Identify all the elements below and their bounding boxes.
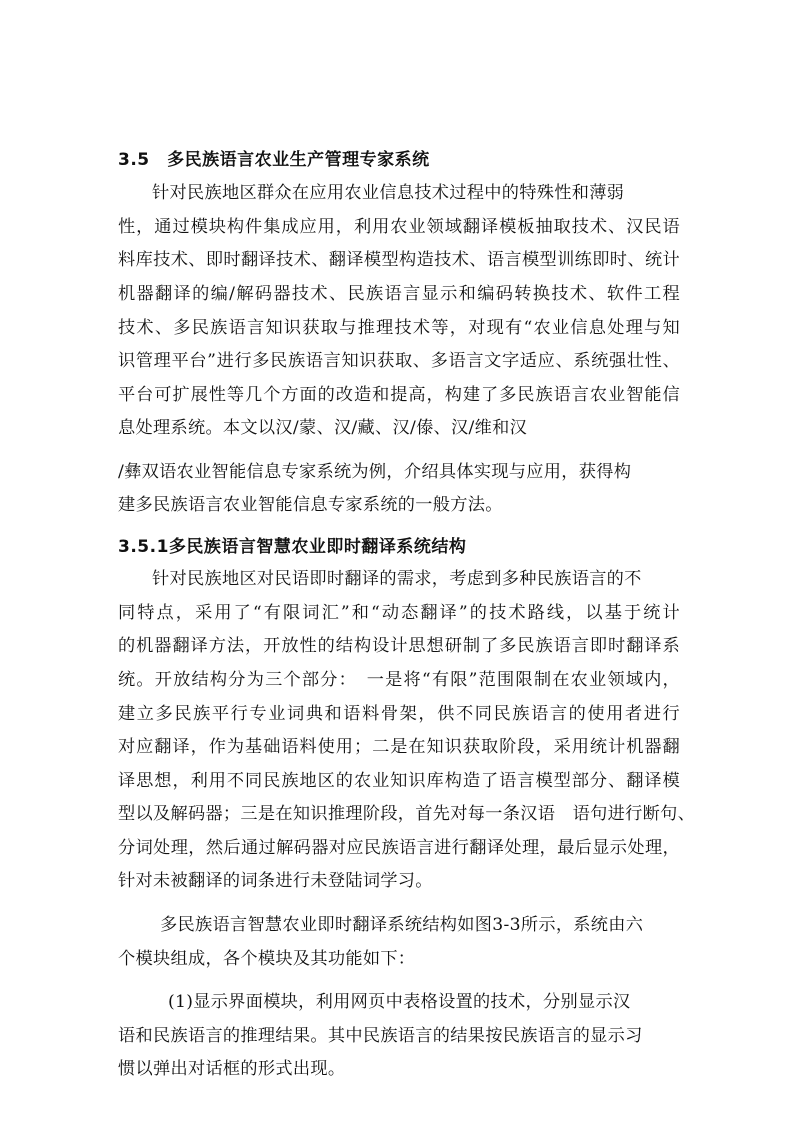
paragraph-line: 技术、多民族语言知识获取与推理技术等，对现有“农业信息处理与知 (118, 318, 680, 338)
paragraph-line: 统。开放结构分为三个部分： 一是将“有限”范围限制在农业领域内， (118, 670, 680, 690)
paragraph-line: (1)显示界面模块，利用网页中表格设置的技术，分别显示汉 (168, 992, 631, 1012)
paragraph-line: 针对未被翻译的词条进行未登陆词学习。 (118, 871, 433, 891)
paragraph-line: 的机器翻译方法，开放性的结构设计思想研制了多民族语言即时翻译系 (118, 636, 680, 656)
paragraph-line: 个模块组成，各个模块及其功能如下： (118, 949, 416, 969)
section-heading: 3.5 多民族语言农业生产管理专家系统 (118, 150, 430, 170)
paragraph-line: 多民族语言智慧农业即时翻译系统结构如图3-3所示，系统由六 (160, 915, 644, 935)
paragraph-line: 对应翻译，作为基础语料使用；二是在知识获取阶段，采用统计机器翻 (118, 737, 680, 757)
paragraph-line: 惯以弹出对话框的形式出现。 (118, 1059, 346, 1079)
paragraph-line: 译思想，利用不同民族地区的农业知识库构造了语言模型部分、翻译模 (118, 771, 680, 791)
paragraph-line: 息处理系统。本文以汉/蒙、汉/藏、汉/傣、汉/维和汉 (118, 418, 528, 438)
paragraph-line: 建多民族语言农业智能信息专家系统的一般方法。 (118, 495, 503, 515)
paragraph-line: 语和民族语言的推理结果。其中民族语言的结果按民族语言的显示习 (118, 1026, 643, 1046)
paragraph-line: 料库技术、即时翻译技术、翻译模型构造技术、语言模型训练即时、统计 (118, 250, 680, 270)
paragraph-line: 同特点，采用了“有限词汇”和“动态翻译”的技术路线，以基于统计 (118, 603, 680, 623)
paragraph-line: /彝双语农业智能信息专家系统为例，介绍具体实现与应用，获得构 (118, 462, 632, 482)
paragraph-line: 性，通过模块构件集成应用，利用农业领域翻译模板抽取技术、汉民语 (118, 217, 680, 237)
paragraph-line: 机器翻译的编/解码器技术、民族语言显示和编码转换技术、软件工程 (118, 284, 680, 304)
paragraph-line: 建立多民族平行专业词典和语料骨架，供不同民族语言的使用者进行 (118, 704, 680, 724)
paragraph-line: 分词处理，然后通过解码器对应民族语言进行翻译处理，最后显示处理， (118, 838, 680, 858)
paragraph-line: 识管理平台”进行多民族语言知识获取、多语言文字适应、系统强壮性、 (118, 351, 680, 371)
paragraph-line: 针对民族地区群众在应用农业信息技术过程中的特殊性和薄弱 (152, 183, 625, 203)
paragraph-line: 针对民族地区对民语即时翻译的需求，考虑到多种民族语言的不 (152, 569, 642, 589)
subsection-heading: 3.5.1多民族语言智慧农业即时翻译系统结构 (118, 537, 467, 557)
paragraph-line: 型以及解码器；三是在知识推理阶段，首先对每一条汉语 语句进行断句、 (118, 804, 696, 824)
paragraph-line: 平台可扩展性等几个方面的改造和提高，构建了多民族语言农业智能信 (118, 385, 680, 405)
